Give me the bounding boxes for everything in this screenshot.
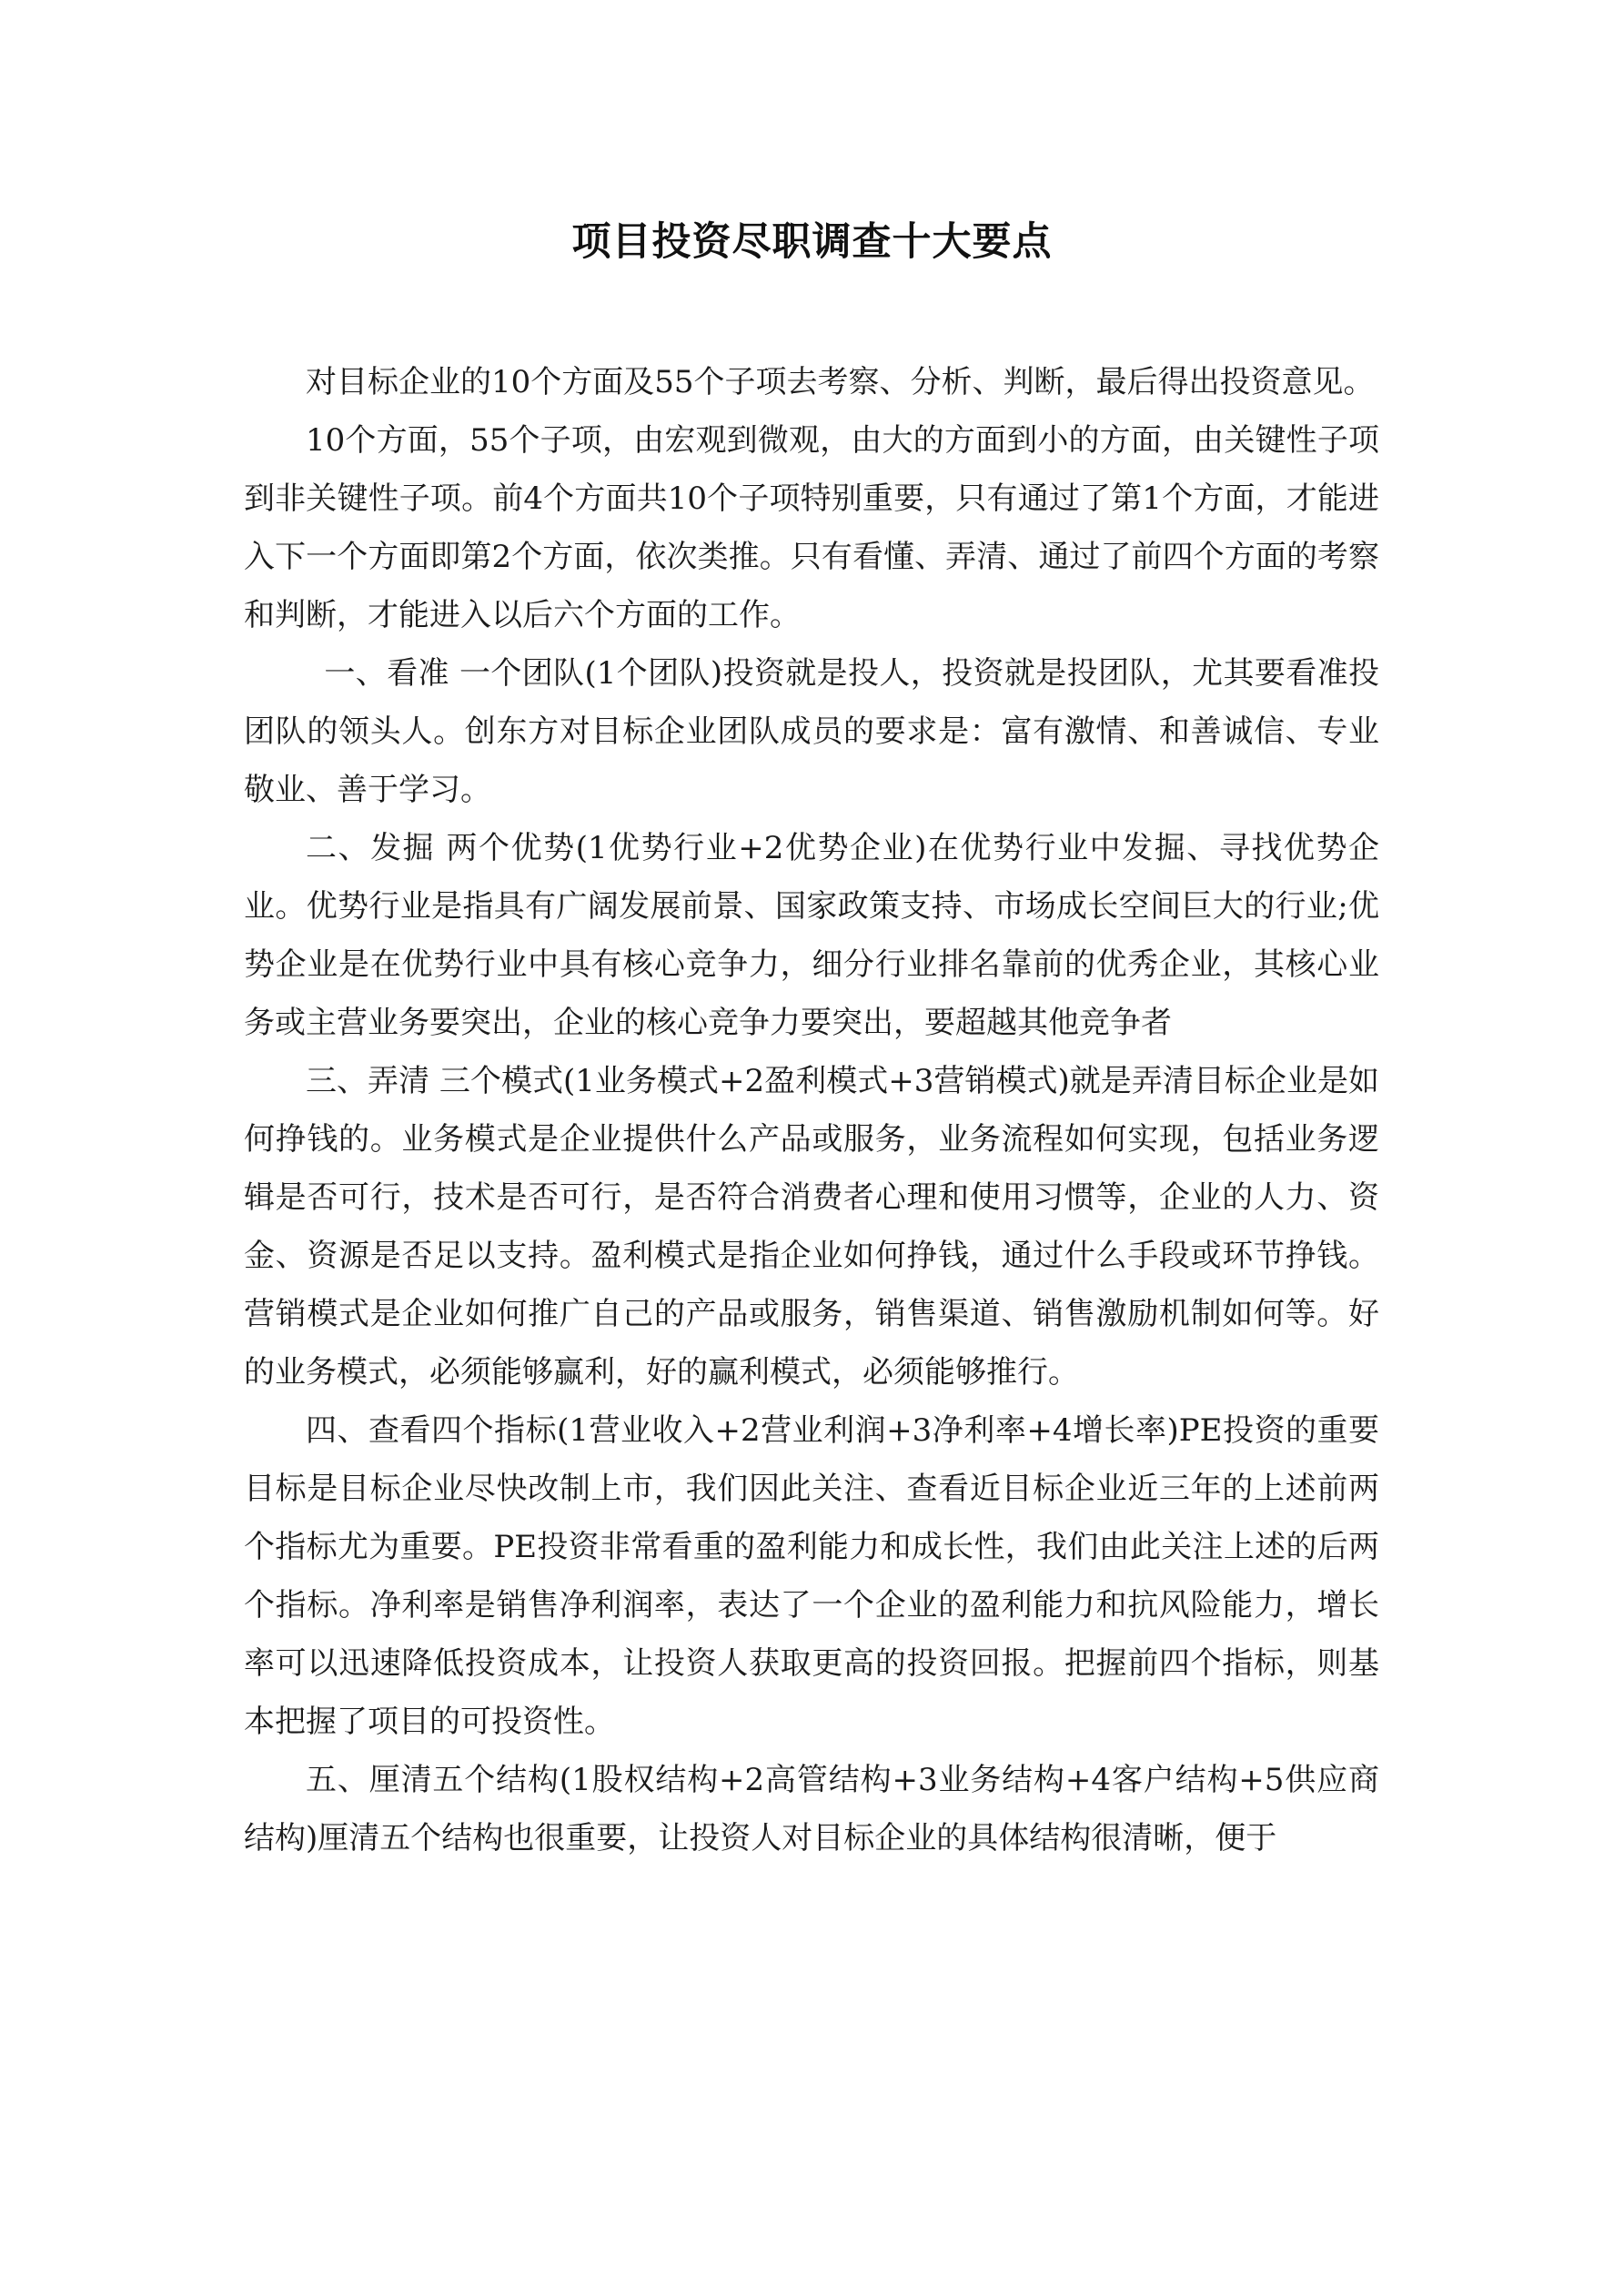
paragraph-point-4: 四、查看四个指标(1营业收入+2营业利润+3净利率+4增长率)PE投资的重要目标是目标企业尽快改制上市，我们因此关注、查看近目标企业近三年的上述前两个指标尤为重要。PE投资非常看重的盈利能力和成长性，我们由此关注上述的后两个指标。净利率是销售净利润率，表达了一个企业的盈利能力和抗风险能力，增长率可以迅速降低投资成本，让投资人获取更高的投资回报。把握前四个指标，则基本把握了项目的可投资性。	[244, 1412, 1379, 1740]
paragraph-intro: 对目标企业的10个方面及55个子项去考察、分析、判断，最后得出投资意见。	[306, 364, 1375, 400]
paragraph-point-1: 一、看准 一个团队(1个团队)投资就是投人，投资就是投团队，尤其要看准投团队的领头人。创东方对目标企业团队成员的要求是：富有激情、和善诚信、专业敬业、善于学习。	[244, 655, 1379, 808]
paragraph-point-5: 五、厘清五个结构(1股权结构+2高管结构+3业务结构+4客户结构+5供应商结构)厘清五个结构也很重要，让投资人对目标企业的具体结构很清晰，便于	[244, 1762, 1379, 1856]
document-body	[244, 353, 1379, 1867]
paragraph-point-2: 二、发掘 两个优势(1优势行业+2优势企业)在优势行业中发掘、寻找优势企业。优势行业是指具有广阔发展前景、国家政策支持、市场成长空间巨大的行业;优势企业是在优势行业中具有核心竞争力，细分行业排名靠前的优秀企业，其核心业务或主营业务要突出，企业的核心竞争力要突出，要超越其他竞争者	[244, 830, 1379, 1041]
paragraph-point-3: 三、弄清 三个模式(1业务模式+2盈利模式+3营销模式)就是弄清目标企业是如何挣钱的。业务模式是企业提供什么产品或服务，业务流程如何实现，包括业务逻辑是否可行，技术是否可行，是否符合消费者心理和使用习惯等，企业的人力、资金、资源是否足以支持。盈利模式是指企业如何挣钱，通过什么手段或环节挣钱。营销模式是企业如何推广自己的产品或服务，销售渠道、销售激励机制如何等。好的业务模式，必须能够赢利，好的赢利模式，必须能够推行。	[244, 1063, 1379, 1391]
paragraph-overview: 10个方面，55个子项，由宏观到微观，由大的方面到小的方面，由关键性子项到非关键性子项。前4个方面共10个子项特别重要，只有通过了第1个方面，才能进入下一个方面即第2个方面，依次类推。只有看懂、弄清、通过了前四个方面的考察和判断，才能进入以后六个方面的工作。	[244, 422, 1379, 633]
document-title: 项目投资尽职调查十大要点	[571, 219, 1053, 265]
